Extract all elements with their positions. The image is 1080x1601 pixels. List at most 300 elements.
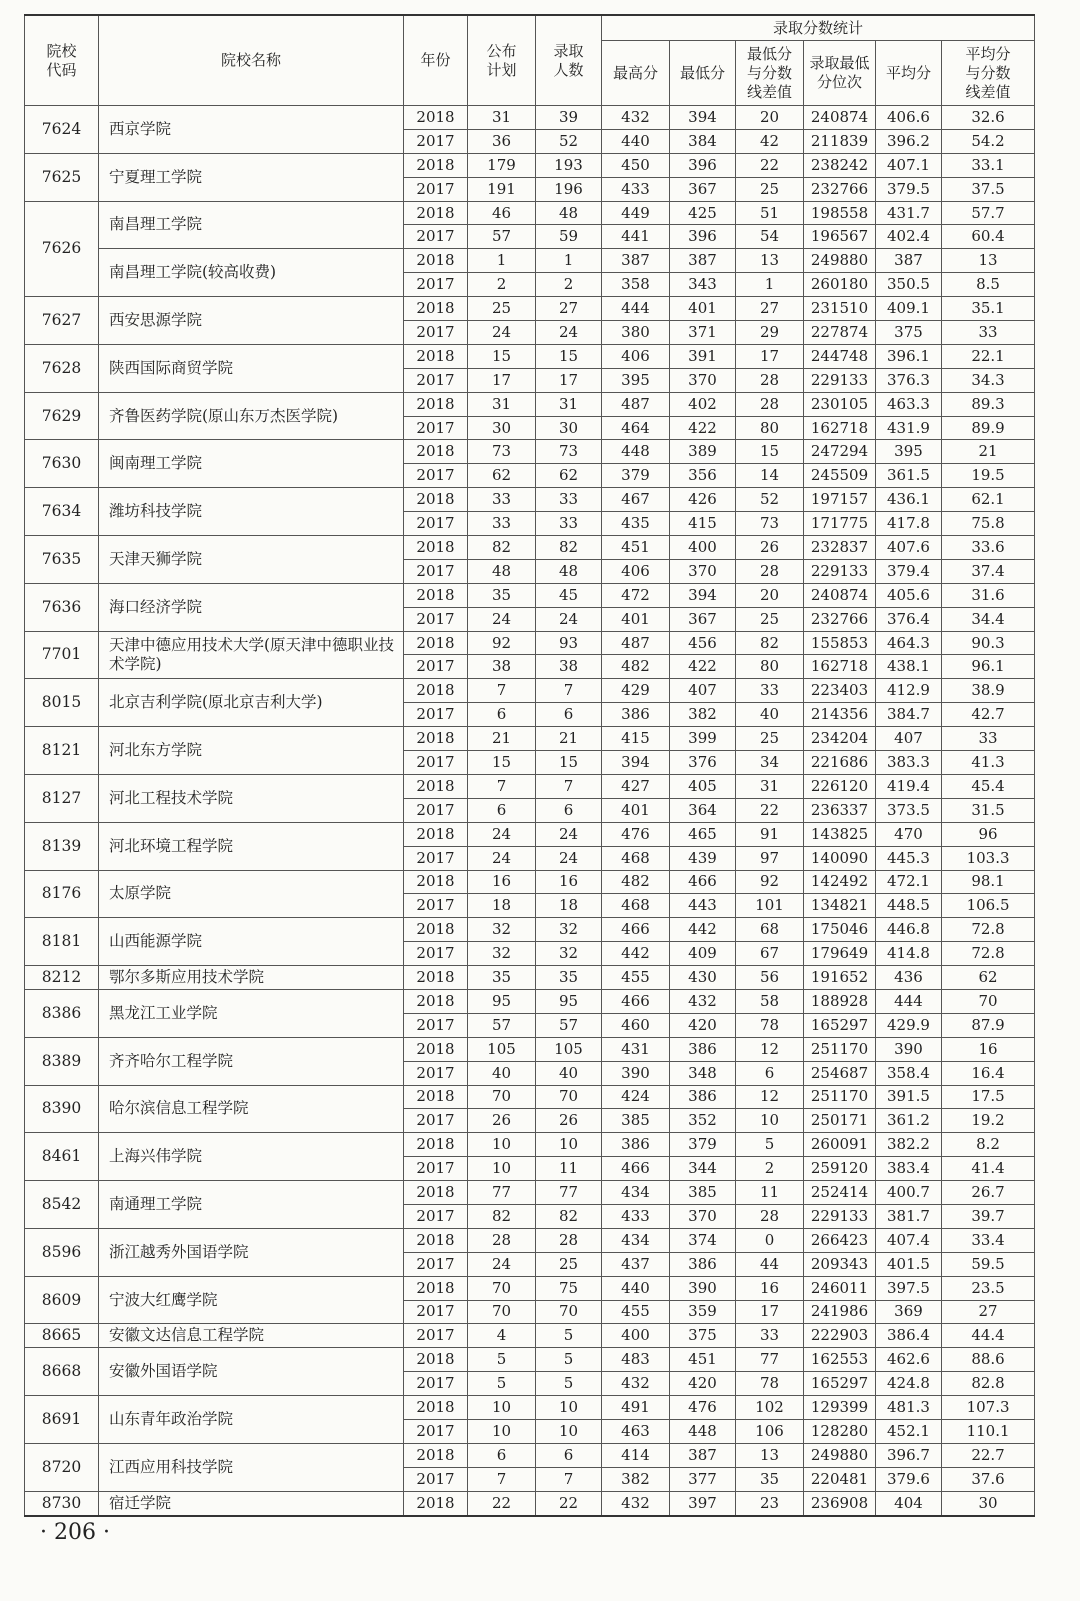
avg-diff-cell: 82.8 (942, 1372, 1035, 1396)
plan-cell: 35 (468, 966, 536, 990)
min-rank-cell: 260091 (804, 1133, 876, 1157)
admitted-cell: 33 (536, 488, 602, 512)
min-score-cell: 387 (670, 1443, 736, 1467)
min-diff-cell: 80 (736, 416, 804, 440)
min-score-cell: 379 (670, 1133, 736, 1157)
plan-cell: 105 (468, 1037, 536, 1061)
year-cell: 2017 (404, 751, 468, 775)
avg-score-cell: 379.4 (876, 559, 942, 583)
year-cell: 2017 (404, 321, 468, 345)
table-row (25, 1348, 1035, 1372)
institution-code: 8139 (25, 822, 99, 870)
min-diff-cell: 33 (736, 679, 804, 703)
year-cell: 2017 (404, 512, 468, 536)
min-rank-cell: 165297 (804, 1013, 876, 1037)
avg-diff-cell: 90.3 (942, 631, 1035, 655)
institution-name: 北京吉利学院(原北京吉利大学) (99, 679, 404, 727)
min-diff-cell: 78 (736, 1372, 804, 1396)
min-diff-cell: 10 (736, 1109, 804, 1133)
institution-code: 7701 (25, 631, 99, 679)
avg-diff-cell: 33 (942, 321, 1035, 345)
institution-code: 8720 (25, 1443, 99, 1491)
avg-diff-cell: 37.6 (942, 1467, 1035, 1491)
year-cell: 2018 (404, 989, 468, 1013)
min-rank-cell: 191652 (804, 966, 876, 990)
year-cell: 2017 (404, 1157, 468, 1181)
institution-code: 7628 (25, 344, 99, 392)
year-cell: 2018 (404, 679, 468, 703)
admitted-cell: 24 (536, 607, 602, 631)
admitted-cell: 24 (536, 822, 602, 846)
avg-score-cell: 404 (876, 1491, 942, 1515)
avg-score-cell: 376.4 (876, 607, 942, 631)
admitted-cell: 93 (536, 631, 602, 655)
max-score-cell: 406 (602, 559, 670, 583)
max-score-cell: 467 (602, 488, 670, 512)
plan-cell: 10 (468, 1396, 536, 1420)
institution-name: 浙江越秀外国语学院 (99, 1228, 404, 1276)
admitted-cell: 22 (536, 1491, 602, 1515)
admitted-cell: 32 (536, 942, 602, 966)
admitted-cell: 82 (536, 1204, 602, 1228)
header-plan: 公布 计划 (468, 15, 536, 106)
plan-cell: 46 (468, 201, 536, 225)
max-score-cell: 414 (602, 1443, 670, 1467)
institution-code: 8181 (25, 918, 99, 966)
avg-diff-cell: 22.1 (942, 344, 1035, 368)
min-diff-cell: 5 (736, 1133, 804, 1157)
plan-cell: 24 (468, 1252, 536, 1276)
admitted-cell: 32 (536, 918, 602, 942)
min-diff-cell: 68 (736, 918, 804, 942)
min-diff-cell: 28 (736, 1204, 804, 1228)
max-score-cell: 431 (602, 1037, 670, 1061)
avg-score-cell: 375 (876, 321, 942, 345)
min-diff-cell: 35 (736, 1467, 804, 1491)
admitted-cell: 24 (536, 321, 602, 345)
admitted-cell: 196 (536, 177, 602, 201)
min-rank-cell: 196567 (804, 225, 876, 249)
avg-diff-cell: 38.9 (942, 679, 1035, 703)
min-score-cell: 370 (670, 559, 736, 583)
admitted-cell: 11 (536, 1157, 602, 1181)
admitted-cell: 17 (536, 368, 602, 392)
max-score-cell: 395 (602, 368, 670, 392)
institution-code: 7636 (25, 583, 99, 631)
avg-diff-cell: 35.1 (942, 297, 1035, 321)
year-cell: 2018 (404, 392, 468, 416)
year-cell: 2018 (404, 1491, 468, 1515)
admitted-cell: 21 (536, 727, 602, 751)
min-rank-cell: 250171 (804, 1109, 876, 1133)
plan-cell: 70 (468, 1085, 536, 1109)
min-rank-cell: 240874 (804, 106, 876, 130)
max-score-cell: 468 (602, 894, 670, 918)
min-score-cell: 386 (670, 1085, 736, 1109)
plan-cell: 17 (468, 368, 536, 392)
year-cell: 2017 (404, 1109, 468, 1133)
avg-score-cell: 379.5 (876, 177, 942, 201)
plan-cell: 77 (468, 1181, 536, 1205)
min-score-cell: 384 (670, 129, 736, 153)
table-row (25, 1491, 1035, 1515)
avg-score-cell: 429.9 (876, 1013, 942, 1037)
avg-diff-cell: 60.4 (942, 225, 1035, 249)
header-max: 最高分 (602, 41, 670, 106)
min-rank-cell: 232766 (804, 607, 876, 631)
admitted-cell: 38 (536, 655, 602, 679)
max-score-cell: 491 (602, 1396, 670, 1420)
min-rank-cell: 140090 (804, 846, 876, 870)
max-score-cell: 444 (602, 297, 670, 321)
institution-name: 鄂尔多斯应用技术学院 (99, 966, 404, 990)
table-row (25, 918, 1035, 942)
max-score-cell: 433 (602, 1204, 670, 1228)
header-admitted: 录取 人数 (536, 15, 602, 106)
avg-diff-cell: 19.2 (942, 1109, 1035, 1133)
avg-score-cell: 402.4 (876, 225, 942, 249)
avg-diff-cell: 42.7 (942, 703, 1035, 727)
admitted-cell: 6 (536, 703, 602, 727)
plan-cell: 4 (468, 1324, 536, 1348)
max-score-cell: 415 (602, 727, 670, 751)
year-cell: 2017 (404, 846, 468, 870)
min-rank-cell: 128280 (804, 1419, 876, 1443)
min-rank-cell: 179649 (804, 942, 876, 966)
header-code: 院校 代码 (25, 15, 99, 106)
avg-score-cell: 431.7 (876, 201, 942, 225)
avg-diff-cell: 72.8 (942, 918, 1035, 942)
max-score-cell: 424 (602, 1085, 670, 1109)
institution-code: 7635 (25, 536, 99, 584)
header-year: 年份 (404, 15, 468, 106)
max-score-cell: 468 (602, 846, 670, 870)
min-score-cell: 400 (670, 536, 736, 560)
year-cell: 2017 (404, 559, 468, 583)
max-score-cell: 358 (602, 273, 670, 297)
table-row (25, 822, 1035, 846)
plan-cell: 33 (468, 512, 536, 536)
avg-diff-cell: 62.1 (942, 488, 1035, 512)
max-score-cell: 386 (602, 703, 670, 727)
table-row (25, 583, 1035, 607)
min-diff-cell: 22 (736, 153, 804, 177)
institution-code: 8542 (25, 1181, 99, 1229)
max-score-cell: 434 (602, 1228, 670, 1252)
table-row (25, 966, 1035, 990)
min-rank-cell: 165297 (804, 1372, 876, 1396)
year-cell: 2018 (404, 488, 468, 512)
min-rank-cell: 238242 (804, 153, 876, 177)
header-avg-diff: 平均分 与分数 线差值 (942, 41, 1035, 106)
min-rank-cell: 221686 (804, 751, 876, 775)
min-score-cell: 396 (670, 153, 736, 177)
min-score-cell: 442 (670, 918, 736, 942)
year-cell: 2018 (404, 1133, 468, 1157)
plan-cell: 10 (468, 1419, 536, 1443)
plan-cell: 7 (468, 1467, 536, 1491)
max-score-cell: 455 (602, 966, 670, 990)
admitted-cell: 7 (536, 1467, 602, 1491)
plan-cell: 6 (468, 798, 536, 822)
plan-cell: 7 (468, 679, 536, 703)
max-score-cell: 441 (602, 225, 670, 249)
min-rank-cell: 198558 (804, 201, 876, 225)
min-diff-cell: 25 (736, 727, 804, 751)
plan-cell: 24 (468, 607, 536, 631)
table-row (25, 1276, 1035, 1300)
max-score-cell: 448 (602, 440, 670, 464)
year-cell: 2017 (404, 1324, 468, 1348)
min-rank-cell: 236337 (804, 798, 876, 822)
plan-cell: 22 (468, 1491, 536, 1515)
min-diff-cell: 12 (736, 1085, 804, 1109)
table-row (25, 1396, 1035, 1420)
institution-code: 8609 (25, 1276, 99, 1324)
min-diff-cell: 23 (736, 1491, 804, 1515)
min-diff-cell: 2 (736, 1157, 804, 1181)
min-rank-cell: 244748 (804, 344, 876, 368)
avg-score-cell: 386.4 (876, 1324, 942, 1348)
avg-score-cell: 438.1 (876, 655, 942, 679)
min-diff-cell: 97 (736, 846, 804, 870)
max-score-cell: 400 (602, 1324, 670, 1348)
min-diff-cell: 28 (736, 392, 804, 416)
min-score-cell: 476 (670, 1396, 736, 1420)
min-diff-cell: 102 (736, 1396, 804, 1420)
max-score-cell: 394 (602, 751, 670, 775)
plan-cell: 30 (468, 416, 536, 440)
institution-code: 8668 (25, 1348, 99, 1396)
avg-diff-cell: 33.4 (942, 1228, 1035, 1252)
max-score-cell: 387 (602, 249, 670, 273)
admitted-cell: 59 (536, 225, 602, 249)
institution-name: 宿迁学院 (99, 1491, 404, 1515)
plan-cell: 82 (468, 536, 536, 560)
plan-cell: 5 (468, 1348, 536, 1372)
year-cell: 2018 (404, 1181, 468, 1205)
min-score-cell: 387 (670, 249, 736, 273)
plan-cell: 32 (468, 942, 536, 966)
admitted-cell: 6 (536, 798, 602, 822)
admitted-cell: 10 (536, 1419, 602, 1443)
min-score-cell: 385 (670, 1181, 736, 1205)
avg-diff-cell: 33 (942, 727, 1035, 751)
min-score-cell: 376 (670, 751, 736, 775)
avg-diff-cell: 8.5 (942, 273, 1035, 297)
min-score-cell: 402 (670, 392, 736, 416)
institution-code: 8691 (25, 1396, 99, 1444)
max-score-cell: 466 (602, 989, 670, 1013)
avg-score-cell: 373.5 (876, 798, 942, 822)
year-cell: 2017 (404, 607, 468, 631)
avg-diff-cell: 54.2 (942, 129, 1035, 153)
avg-score-cell: 470 (876, 822, 942, 846)
institution-code: 8386 (25, 989, 99, 1037)
avg-score-cell: 361.5 (876, 464, 942, 488)
avg-diff-cell: 33.6 (942, 536, 1035, 560)
min-rank-cell: 229133 (804, 559, 876, 583)
min-rank-cell: 162718 (804, 655, 876, 679)
institution-code: 8389 (25, 1037, 99, 1085)
plan-cell: 28 (468, 1228, 536, 1252)
table-row (25, 1037, 1035, 1061)
avg-diff-cell: 39.7 (942, 1204, 1035, 1228)
min-rank-cell: 230105 (804, 392, 876, 416)
min-score-cell: 399 (670, 727, 736, 751)
plan-cell: 31 (468, 106, 536, 130)
admission-score-table (24, 14, 1035, 1517)
min-rank-cell: 129399 (804, 1396, 876, 1420)
avg-diff-cell: 16.4 (942, 1061, 1035, 1085)
avg-score-cell: 409.1 (876, 297, 942, 321)
min-diff-cell: 1 (736, 273, 804, 297)
max-score-cell: 440 (602, 129, 670, 153)
avg-score-cell: 414.8 (876, 942, 942, 966)
institution-name: 南通理工学院 (99, 1181, 404, 1229)
min-diff-cell: 56 (736, 966, 804, 990)
plan-cell: 70 (468, 1300, 536, 1324)
plan-cell: 10 (468, 1157, 536, 1181)
institution-code: 8730 (25, 1491, 99, 1515)
avg-diff-cell: 13 (942, 249, 1035, 273)
max-score-cell: 401 (602, 607, 670, 631)
min-diff-cell: 31 (736, 774, 804, 798)
min-rank-cell: 246011 (804, 1276, 876, 1300)
min-score-cell: 344 (670, 1157, 736, 1181)
max-score-cell: 464 (602, 416, 670, 440)
avg-diff-cell: 19.5 (942, 464, 1035, 488)
min-score-cell: 426 (670, 488, 736, 512)
min-diff-cell: 77 (736, 1348, 804, 1372)
min-rank-cell: 227874 (804, 321, 876, 345)
table-row (25, 727, 1035, 751)
max-score-cell: 437 (602, 1252, 670, 1276)
avg-score-cell: 369 (876, 1300, 942, 1324)
year-cell: 2017 (404, 1372, 468, 1396)
year-cell: 2018 (404, 774, 468, 798)
institution-code: 7627 (25, 297, 99, 345)
avg-score-cell: 481.3 (876, 1396, 942, 1420)
min-score-cell: 389 (670, 440, 736, 464)
max-score-cell: 382 (602, 1467, 670, 1491)
min-score-cell: 439 (670, 846, 736, 870)
min-diff-cell: 54 (736, 225, 804, 249)
max-score-cell: 401 (602, 798, 670, 822)
min-score-cell: 364 (670, 798, 736, 822)
min-score-cell: 425 (670, 201, 736, 225)
avg-diff-cell: 41.3 (942, 751, 1035, 775)
min-diff-cell: 51 (736, 201, 804, 225)
min-rank-cell: 162718 (804, 416, 876, 440)
year-cell: 2018 (404, 583, 468, 607)
max-score-cell: 433 (602, 177, 670, 201)
min-score-cell: 386 (670, 1252, 736, 1276)
admitted-cell: 105 (536, 1037, 602, 1061)
plan-cell: 18 (468, 894, 536, 918)
plan-cell: 57 (468, 225, 536, 249)
admitted-cell: 33 (536, 512, 602, 536)
table-row (25, 1181, 1035, 1205)
avg-score-cell: 350.5 (876, 273, 942, 297)
admitted-cell: 45 (536, 583, 602, 607)
min-score-cell: 359 (670, 1300, 736, 1324)
table-row (25, 989, 1035, 1013)
year-cell: 2018 (404, 1396, 468, 1420)
institution-code: 7624 (25, 106, 99, 154)
min-score-cell: 377 (670, 1467, 736, 1491)
min-rank-cell: 220481 (804, 1467, 876, 1491)
institution-code: 8127 (25, 774, 99, 822)
avg-score-cell: 431.9 (876, 416, 942, 440)
min-diff-cell: 73 (736, 512, 804, 536)
min-diff-cell: 28 (736, 368, 804, 392)
admitted-cell: 35 (536, 966, 602, 990)
avg-diff-cell: 8.2 (942, 1133, 1035, 1157)
plan-cell: 48 (468, 559, 536, 583)
avg-diff-cell: 26.7 (942, 1181, 1035, 1205)
table-row (25, 1324, 1035, 1348)
min-diff-cell: 14 (736, 464, 804, 488)
min-rank-cell: 266423 (804, 1228, 876, 1252)
min-diff-cell: 34 (736, 751, 804, 775)
min-diff-cell: 13 (736, 1443, 804, 1467)
min-rank-cell: 232766 (804, 177, 876, 201)
min-diff-cell: 33 (736, 1324, 804, 1348)
table-row (25, 106, 1035, 130)
year-cell: 2018 (404, 870, 468, 894)
institution-code: 7625 (25, 153, 99, 201)
min-rank-cell: 214356 (804, 703, 876, 727)
min-diff-cell: 44 (736, 1252, 804, 1276)
plan-cell: 73 (468, 440, 536, 464)
avg-score-cell: 412.9 (876, 679, 942, 703)
min-score-cell: 465 (670, 822, 736, 846)
year-cell: 2017 (404, 177, 468, 201)
institution-name: 天津中德应用技术大学(原天津中德职业技术学院) (99, 631, 404, 679)
plan-cell: 6 (468, 703, 536, 727)
plan-cell: 38 (468, 655, 536, 679)
min-score-cell: 394 (670, 106, 736, 130)
max-score-cell: 427 (602, 774, 670, 798)
institution-name: 潍坊科技学院 (99, 488, 404, 536)
plan-cell: 1 (468, 249, 536, 273)
year-cell: 2018 (404, 918, 468, 942)
table-row (25, 774, 1035, 798)
avg-diff-cell: 23.5 (942, 1276, 1035, 1300)
admitted-cell: 193 (536, 153, 602, 177)
avg-score-cell: 396.7 (876, 1443, 942, 1467)
header-name: 院校名称 (99, 15, 404, 106)
institution-name: 河北环境工程学院 (99, 822, 404, 870)
avg-score-cell: 361.2 (876, 1109, 942, 1133)
institution-name: 安徽外国语学院 (99, 1348, 404, 1396)
max-score-cell: 487 (602, 392, 670, 416)
year-cell: 2018 (404, 249, 468, 273)
admitted-cell: 10 (536, 1133, 602, 1157)
max-score-cell: 466 (602, 918, 670, 942)
admitted-cell: 77 (536, 1181, 602, 1205)
avg-score-cell: 376.3 (876, 368, 942, 392)
avg-score-cell: 407.6 (876, 536, 942, 560)
year-cell: 2018 (404, 1085, 468, 1109)
institution-name: 西安思源学院 (99, 297, 404, 345)
admitted-cell: 5 (536, 1324, 602, 1348)
plan-cell: 70 (468, 1276, 536, 1300)
institution-name: 山西能源学院 (99, 918, 404, 966)
avg-score-cell: 396.1 (876, 344, 942, 368)
avg-score-cell: 417.8 (876, 512, 942, 536)
